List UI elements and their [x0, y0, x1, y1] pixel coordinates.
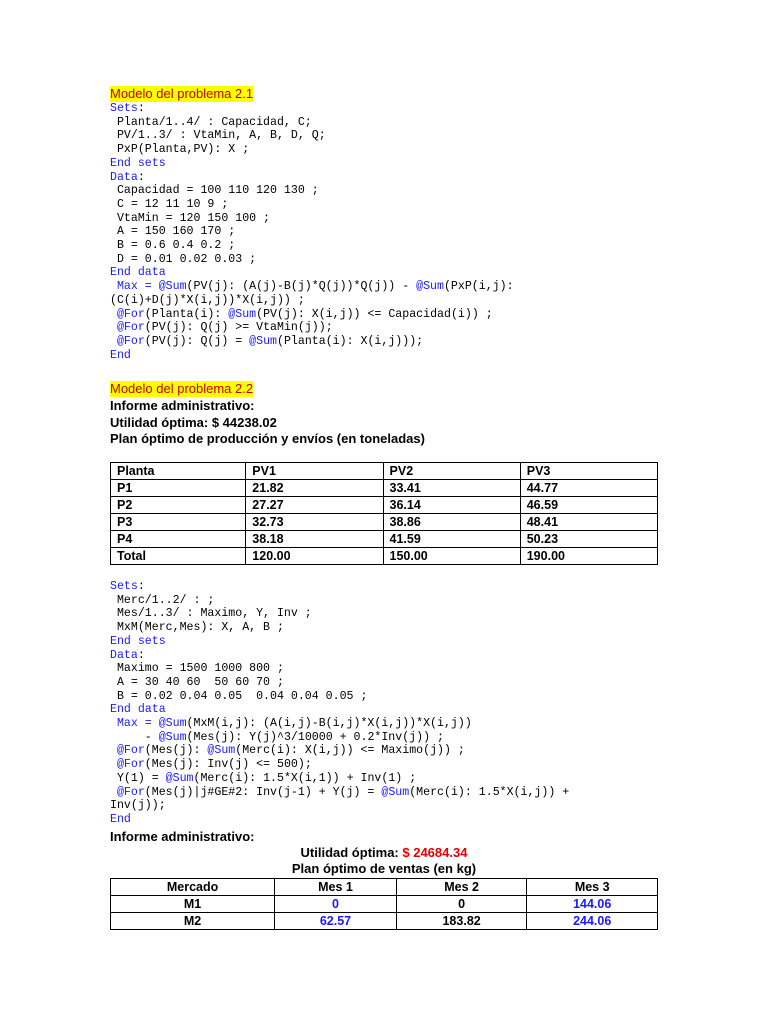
code-keyword: @Sum [381, 785, 410, 799]
table-row [111, 913, 658, 930]
code-keyword: Data [110, 170, 138, 184]
code-keyword: End sets [110, 156, 166, 170]
table-cell: 190.00 [520, 548, 657, 565]
code-line [110, 280, 514, 293]
table-cell: 33.41 [383, 480, 520, 497]
code-keyword: End data [110, 266, 166, 280]
code-keyword: @For [110, 758, 145, 772]
code-line [110, 813, 131, 826]
code-keyword: @For [110, 785, 145, 799]
code-line [110, 212, 270, 225]
code-keyword: End [110, 348, 131, 362]
code-text: (PV(j): Q(j) >= VtaMin(j)); [144, 321, 333, 335]
code-line [110, 157, 166, 170]
table-header-row [111, 879, 658, 896]
column-header: Mes 2 [396, 879, 527, 896]
table-row [111, 497, 658, 514]
column-header: Planta [111, 463, 246, 480]
code-text: A = 150 160 170 ; [110, 225, 236, 239]
table-cell: P4 [111, 531, 246, 548]
column-header: PV2 [383, 463, 520, 480]
column-header: PV3 [520, 463, 657, 480]
column-header: Mercado [111, 879, 275, 896]
code-text: - [110, 730, 159, 744]
code-line [110, 294, 305, 307]
code-text: PxP(Planta,PV): X ; [110, 143, 250, 157]
code-keyword: @Sum [228, 307, 257, 321]
code-text: Mes/1..3/ : Maximo, Y, Inv ; [110, 607, 312, 621]
code-keyword: Sets [110, 102, 138, 115]
code-line [110, 143, 249, 156]
code-line [110, 621, 284, 634]
code-line [110, 349, 131, 362]
code-keyword: @Sum [207, 744, 236, 758]
code-text: Maximo = 1500 1000 800 ; [110, 662, 284, 676]
table-cell: 27.27 [246, 497, 383, 514]
code-text: (PV(j): Q(j) = [144, 334, 250, 348]
code-line [110, 225, 235, 238]
table-cell: M2 [111, 913, 275, 930]
lingo-model-2-1-code [110, 102, 514, 362]
table-cell: 0 [396, 896, 527, 913]
code-line [110, 321, 333, 334]
code-line [110, 676, 284, 689]
code-line [110, 662, 284, 675]
table-cell: 48.41 [520, 514, 657, 531]
table-cell: 144.06 [527, 896, 658, 913]
code-line [110, 635, 166, 648]
table-row [111, 514, 658, 531]
code-line [110, 102, 145, 115]
code-text: A = 30 40 60 50 60 70 ; [110, 675, 284, 689]
code-line [110, 731, 444, 744]
code-keyword: @Sum [158, 730, 187, 744]
code-text: C = 12 11 10 9 ; [110, 197, 229, 211]
table-header-row [111, 463, 658, 480]
code-keyword: End sets [110, 634, 166, 648]
table-cell: 0 [275, 896, 397, 913]
table-row [111, 480, 658, 497]
production-plan-table [110, 462, 658, 565]
code-line [110, 703, 166, 716]
code-line [110, 744, 465, 757]
code-keyword: Max = @Sum [110, 717, 187, 731]
code-text: (Mes(j): Y(j)^3/10000 + 0.2*Inv(j)) ; [186, 730, 444, 744]
utility-label: Utilidad óptima: [300, 845, 403, 860]
table-cell: 36.14 [383, 497, 520, 514]
table-cell: 41.59 [383, 531, 520, 548]
code-text: (MxM(i,j): (A(i,j)-B(i,j)*X(i,j))*X(i,j)) [186, 717, 472, 731]
table-cell: 62.57 [275, 913, 397, 930]
code-line [110, 717, 472, 730]
column-header: PV1 [246, 463, 383, 480]
code-line [110, 772, 416, 785]
code-line [110, 758, 312, 771]
code-line [110, 607, 312, 620]
table-cell: P2 [111, 497, 246, 514]
code-line [110, 253, 256, 266]
section-2-heading: Modelo del problema 2.2 [110, 381, 254, 396]
code-line [110, 184, 319, 197]
code-line [110, 594, 214, 607]
code-line [110, 266, 166, 279]
code-text: (PxP(i,j): [443, 280, 514, 294]
code-keyword: @Sum [165, 771, 194, 785]
table-cell: Total [111, 548, 246, 565]
optimal-utility-2 [110, 845, 658, 861]
sales-plan-table [110, 878, 658, 930]
code-text: (Mes(j): Inv(j) <= 500); [144, 758, 312, 772]
sales-plan-title: Plan óptimo de ventas (en kg) [291, 861, 477, 876]
code-line [110, 786, 569, 799]
code-text: : [137, 648, 145, 662]
code-line [110, 799, 166, 812]
code-text: : [137, 170, 145, 184]
utility-value: $ 24684.34 [402, 845, 468, 860]
code-text: (Planta(i): X(i,j))); [277, 334, 424, 348]
code-text: (Mes(j): [144, 744, 208, 758]
table-cell: 44.77 [520, 480, 657, 497]
code-line [110, 335, 423, 348]
code-text: Merc/1..2/ : ; [110, 593, 215, 607]
table-cell: 150.00 [383, 548, 520, 565]
code-keyword: @Sum [249, 334, 278, 348]
code-text: Capacidad = 100 110 120 130 ; [110, 184, 319, 198]
code-line [110, 116, 312, 129]
code-text: (PV(j): (A(j)-B(j)*Q(j))*Q(j)) - [186, 280, 417, 294]
code-text: MxM(Merc,Mes): X, A, B ; [110, 621, 284, 635]
table-cell: M1 [111, 896, 275, 913]
table-cell: 244.06 [527, 913, 658, 930]
code-text: B = 0.6 0.4 0.2 ; [110, 239, 236, 253]
production-plan-title: Plan óptimo de producción y envíos (en toneladas) [110, 431, 425, 446]
table-cell: 46.59 [520, 497, 657, 514]
code-text: : [137, 580, 145, 593]
code-text: Planta/1..4/ : Capacidad, C; [110, 115, 312, 129]
code-keyword: Sets [110, 580, 138, 593]
code-text: : [137, 102, 145, 115]
code-line [110, 198, 228, 211]
code-line [110, 580, 145, 593]
section-1-heading: Modelo del problema 2.1 [110, 86, 254, 101]
table-row [111, 531, 658, 548]
table-cell: 32.73 [246, 514, 383, 531]
code-line [110, 649, 145, 662]
table-row [111, 896, 658, 913]
report-title: Informe administrativo: [110, 398, 255, 413]
code-keyword: End [110, 812, 131, 826]
code-keyword: @For [110, 744, 145, 758]
table-cell: P3 [111, 514, 246, 531]
table-row [111, 548, 658, 565]
lingo-model-2-2-code [110, 580, 569, 827]
report-title-2: Informe administrativo: [110, 829, 255, 844]
code-text: VtaMin = 120 150 100 ; [110, 211, 271, 225]
table-cell: 21.82 [246, 480, 383, 497]
code-line [110, 239, 235, 252]
code-text: (Merc(i): 1.5*X(i,1)) + Inv(1) ; [193, 771, 417, 785]
code-keyword: End data [110, 703, 166, 717]
column-header: Mes 3 [527, 879, 658, 896]
code-line [110, 308, 493, 321]
code-line [110, 171, 145, 184]
code-keyword: @For [110, 334, 145, 348]
code-text: Inv(j)); [110, 799, 166, 813]
code-line [110, 690, 367, 703]
code-text: B = 0.02 0.04 0.05 0.04 0.04 0.05 ; [110, 689, 368, 703]
code-keyword: @For [110, 321, 145, 335]
optimal-utility: Utilidad óptima: $ 44238.02 [110, 415, 277, 430]
code-text: (C(i)+D(j)*X(i,j))*X(i,j)) ; [110, 293, 305, 307]
table-cell: 38.18 [246, 531, 383, 548]
code-text: (Mes(j)|j#GE#2: Inv(j-1) + Y(j) = [144, 785, 382, 799]
code-text: (Merc(i): 1.5*X(i,j)) + [409, 785, 570, 799]
table-cell: 183.82 [396, 913, 527, 930]
table-cell: P1 [111, 480, 246, 497]
code-line [110, 129, 326, 142]
column-header: Mes 1 [275, 879, 397, 896]
code-keyword: @Sum [416, 280, 444, 294]
table-cell: 50.23 [520, 531, 657, 548]
table-cell: 120.00 [246, 548, 383, 565]
code-text: (Merc(i): X(i,j)) <= Maximo(j)) ; [235, 744, 465, 758]
code-text: PV/1..3/ : VtaMin, A, B, D, Q; [110, 129, 326, 143]
code-text: Y(1) = [110, 771, 166, 785]
code-text: (PV(j): X(i,j)) <= Capacidad(i)) ; [256, 307, 493, 321]
code-keyword: Data [110, 648, 138, 662]
code-keyword: @For [110, 307, 145, 321]
code-text: D = 0.01 0.02 0.03 ; [110, 252, 257, 266]
table-cell: 38.86 [383, 514, 520, 531]
code-keyword: Max = @Sum [110, 280, 187, 294]
code-text: (Planta(i): [144, 307, 229, 321]
